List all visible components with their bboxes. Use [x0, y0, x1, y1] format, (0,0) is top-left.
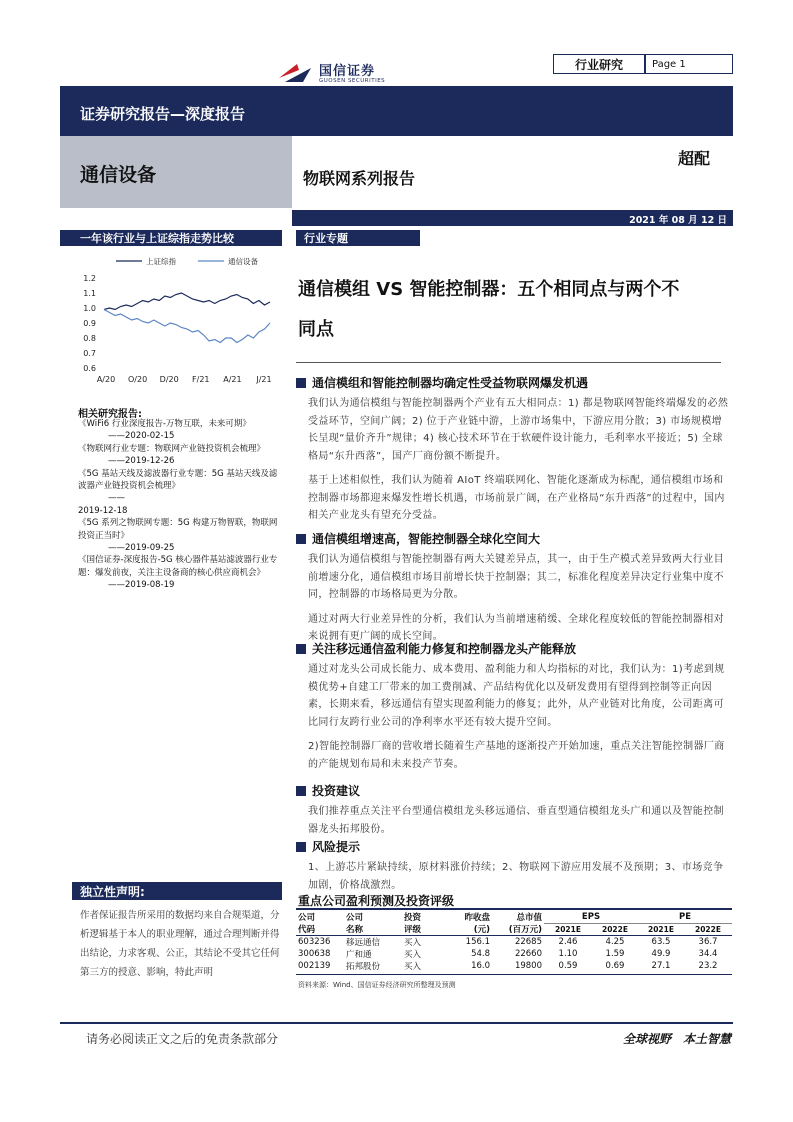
section-para: 2)智能控制器厂商的营收增长随着生产基地的逐渐投产开始加速，重点关注智能控制器厂商的产能规划布局和未来投产节奏。 — [308, 741, 725, 770]
th-rating-2: 评级 — [404, 925, 422, 935]
table-cell: 23.2 — [698, 961, 718, 971]
bullet-icon — [296, 378, 306, 388]
footer-disclaimer: 请务必阅读正文之后的免责条款部分 — [86, 1032, 279, 1046]
section-heading-text: 通信模组增速高，智能控制器全球化空间大 — [312, 532, 541, 546]
section-para: 1、上游芯片紧缺持续，原材料涨价持续；2、物联网下游应用发展不及预期；3、市场竞争加剧，价格战激烈。 — [308, 862, 724, 891]
ref-item: 《5G 系列之物联网专题：5G 构建万物智联，物联网投资正当时》 — [78, 518, 278, 541]
table-bottom-rule — [296, 974, 732, 975]
forecast-body — [296, 936, 732, 973]
th-name: 公司 — [346, 913, 364, 923]
section-4 — [296, 782, 730, 838]
ref-item: ——2020-02-15 — [108, 431, 175, 442]
th-mcap-2: (百万元) — [508, 925, 542, 935]
y-tick-label: 0.9 — [83, 319, 96, 328]
table-cell: 广和通 — [346, 950, 372, 960]
chart-title-bar — [60, 230, 282, 246]
table-cell: 1.59 — [605, 949, 625, 959]
section-para: 基于上述相似性，我们认为随着 AIoT 终端联网化、智能化逐渐成为标配，通信模组市场和控制器市场都迎来爆发性增长机遇，市场前景广阔，在产业格局“东升西落”的过程中，国内相关产业龙头有望充分受益。 — [308, 475, 725, 521]
title-divider — [296, 362, 721, 363]
th-rating: 投资 — [404, 913, 422, 923]
table-header-row-2 — [296, 923, 732, 936]
page-label: Page — [652, 58, 677, 70]
th-pe-2021: 2021E — [648, 924, 674, 934]
ref-item: 《5G 基站天线及滤波器行业专题：5G 基站天线及滤波器产业链投资机会梳理》 — [78, 468, 278, 492]
refs-title: 相关研究报告: — [78, 409, 142, 420]
rating: 超配 — [678, 149, 711, 168]
category-box — [553, 54, 645, 74]
topic-label-bar — [296, 230, 420, 246]
main-title-line2: 同点 — [298, 319, 334, 340]
section-heading-text: 通信模组和智能控制器均确定性受益物联网爆发机遇 — [312, 376, 589, 390]
table-cell: 63.5 — [651, 937, 671, 947]
y-tick-label: 1.2 — [83, 274, 96, 283]
page-box — [645, 54, 733, 74]
table-cell: 603236 — [298, 937, 331, 947]
chart-title: 一年该行业与上证综指走势比较 — [80, 232, 234, 245]
table-cell: 16.0 — [471, 961, 490, 971]
th-code: 公司 — [298, 913, 316, 923]
section-5 — [296, 838, 730, 894]
table-row — [296, 936, 732, 949]
y-tick-label: 0.6 — [83, 364, 96, 373]
table-cell: 49.9 — [651, 949, 671, 959]
table-cell: 34.4 — [698, 949, 718, 959]
ref-item: ——2019-12-26 — [108, 456, 175, 467]
th-mcap: 总市值 — [516, 913, 542, 923]
section-heading — [296, 838, 730, 855]
legend-label: 上证综指 — [146, 257, 176, 266]
table-cell: 4.25 — [605, 937, 625, 947]
x-tick-label: F/21 — [192, 375, 210, 384]
y-tick-label: 0.8 — [83, 334, 96, 343]
logo-mark-icon — [277, 60, 317, 86]
table-cell: 22660 — [514, 949, 542, 959]
section-heading — [296, 530, 730, 547]
bullet-icon — [296, 534, 306, 544]
legend-label: 通信设备 — [228, 257, 258, 266]
table-cell: 拓邦股份 — [346, 962, 381, 972]
x-tick-label: D/20 — [159, 375, 179, 384]
th-eps-2022: 2022E — [602, 924, 628, 934]
table-cell: 1.10 — [558, 949, 578, 959]
section-para: 我们认为通信模组与智能控制器两个产业有五大相同点：1) 都是物联网智能终端爆发的必然受益环节，空间广阔；2) 位于产业链中游，上游市场集中，下游应用分散；3) 市场规模增长呈现“量价齐升”规律；4) 核心技术环节在于软硬件设计能力，毛利率水平接近；5) 全球格局“东升西落”，国产厂商份额不断提升。 — [308, 398, 729, 462]
table-cell: 54.8 — [471, 949, 490, 959]
table-cell: 0.59 — [558, 961, 578, 971]
ref-item: 《物联网行业专题：物联网产业链投资机会梳理》 — [78, 443, 266, 454]
section-heading — [296, 782, 730, 799]
y-tick-label: 1.0 — [83, 304, 96, 313]
th-eps: EPS — [544, 911, 638, 923]
section-para: 通过对两大行业差异性的分析，我们认为当前增速稍缓、全球化程度较低的智能控制器相对来说拥有更广阔的成长空间。 — [308, 613, 724, 642]
independence-text: 作者保证报告所采用的数据均来自合规渠道，分析逻辑基于本人的职业理解，通过合理判断并得出结论，力求客观、公正，其结论不受其它任何第三方的授意、影响，特此声明 — [80, 910, 280, 978]
th-pe-2022: 2022E — [695, 924, 721, 934]
main-title — [298, 270, 738, 350]
table-cell: 22685 — [514, 937, 542, 947]
section-heading — [296, 640, 730, 657]
table-top-rule — [296, 908, 732, 910]
section-para: 我们推荐重点关注平台型通信模组龙头移远通信、垂直型通信模组龙头广和通以及智能控制器龙头拓邦股份。 — [308, 806, 724, 835]
table-cell: 买入 — [404, 938, 422, 948]
th-price: 昨收盘 — [464, 913, 490, 923]
y-tick-label: 1.1 — [83, 289, 96, 298]
report-type: 证券研究报告—深度报告 — [80, 105, 246, 123]
section-2 — [296, 530, 730, 646]
table-cell: 27.1 — [651, 961, 671, 971]
section-heading-text: 投资建议 — [312, 784, 361, 798]
section-heading-text: 风险提示 — [312, 840, 361, 854]
table-row — [296, 960, 732, 972]
series-line-2 — [104, 310, 270, 343]
ref-item: —— — [108, 493, 125, 504]
y-tick-label: 0.7 — [83, 349, 96, 358]
section-1 — [296, 374, 730, 525]
x-tick-label: A/21 — [223, 375, 242, 384]
bullet-icon — [296, 786, 306, 796]
industry-name: 通信设备 — [80, 164, 157, 186]
table-cell: 19800 — [514, 961, 542, 971]
table-row — [296, 948, 732, 960]
table-header-row — [296, 911, 732, 923]
section-para: 我们认为通信模组与智能控制器有两大关键差异点，其一，由于生产模式差异致两大行业目前增速分化，通信模组市场目前增长快于控制器；其二，标准化程度差异决定行业集中度不同，控制器的市场格局更为分散。 — [308, 554, 724, 600]
ref-item: ——2019-08-19 — [108, 580, 175, 591]
table-cell: 买入 — [404, 962, 422, 972]
table-cell: 买入 — [404, 950, 422, 960]
forecast-table — [296, 911, 732, 972]
company-logo — [277, 58, 392, 88]
page-number: 1 — [679, 58, 686, 70]
ref-item: 《WiFi6 行业深度报告-万物互联，未来可期》 — [78, 419, 251, 429]
series-name: 物联网系列报告 — [303, 169, 416, 188]
table-cell: 36.7 — [698, 937, 718, 947]
report-date: 2021 年 08 月 12 日 — [629, 215, 727, 226]
bullet-icon — [296, 644, 306, 654]
table-source: 资料来源：Wind、国信证券经济研究所整理及预测 — [298, 981, 456, 989]
ref-item: 2019-12-18 — [78, 505, 128, 516]
section-heading — [296, 374, 730, 391]
main-title-line1: 通信模组 VS 智能控制器：五个相同点与两个不 — [298, 279, 680, 300]
th-name-2: 名称 — [346, 925, 364, 935]
table-cell: 0.69 — [605, 961, 625, 971]
section-para: 通过对龙头公司成长能力、成本费用、盈利能力和人均指标的对比，我们认为：1)考虑到规模优势+自建工厂带来的加工费削减、产品结构优化以及研发费用有望得到控制等正向因素，长期来看，移远通信有望实现盈利能力的修复；此外，从产业链对比角度，公司距离可比同行友跨行业公司的净利率水平还有较大提升空间。 — [308, 664, 725, 728]
topic-label: 行业专题 — [304, 232, 348, 245]
footer-rule — [60, 1022, 733, 1024]
independence-title: 独立性声明: — [80, 884, 145, 899]
trend-chart — [76, 252, 276, 387]
table-cell: 移远通信 — [346, 938, 381, 948]
th-code-2: 代码 — [298, 925, 316, 935]
table-cell: 300638 — [298, 949, 331, 959]
footer-slogan: 全球视野 本土智慧 — [622, 1032, 731, 1046]
table-cell: 156.1 — [465, 937, 490, 947]
x-tick-label: A/20 — [96, 375, 116, 384]
table-cell: 2.46 — [558, 937, 578, 947]
ref-item: ——2019-09-25 — [108, 543, 175, 554]
x-tick-label: O/20 — [128, 375, 148, 384]
series-line-1 — [104, 293, 270, 310]
section-3 — [296, 640, 730, 773]
category-label: 行业研究 — [574, 57, 623, 72]
section-heading-text: 关注移远通信盈利能力修复和控制器龙头产能释放 — [312, 642, 577, 656]
th-eps-2021: 2021E — [555, 924, 581, 934]
table-cell: 002139 — [298, 961, 331, 971]
logo-name: 国信证券 — [319, 64, 376, 79]
th-pe: PE — [638, 911, 732, 923]
refs-list — [78, 418, 282, 592]
logo-subtitle: GUOSEN SECURITIES — [319, 78, 386, 84]
x-tick-label: J/21 — [256, 375, 272, 384]
table-title: 重点公司盈利预测及投资评级 — [298, 894, 455, 908]
independence-title-bar — [72, 882, 282, 900]
bullet-icon — [296, 842, 306, 852]
th-price-2: (元) — [473, 925, 490, 935]
ref-item: 《国信证券-深度报告-5G 核心器件基站滤波器行业专题：爆发前夜，关注主设备商的核心供应商机会》 — [78, 555, 278, 578]
